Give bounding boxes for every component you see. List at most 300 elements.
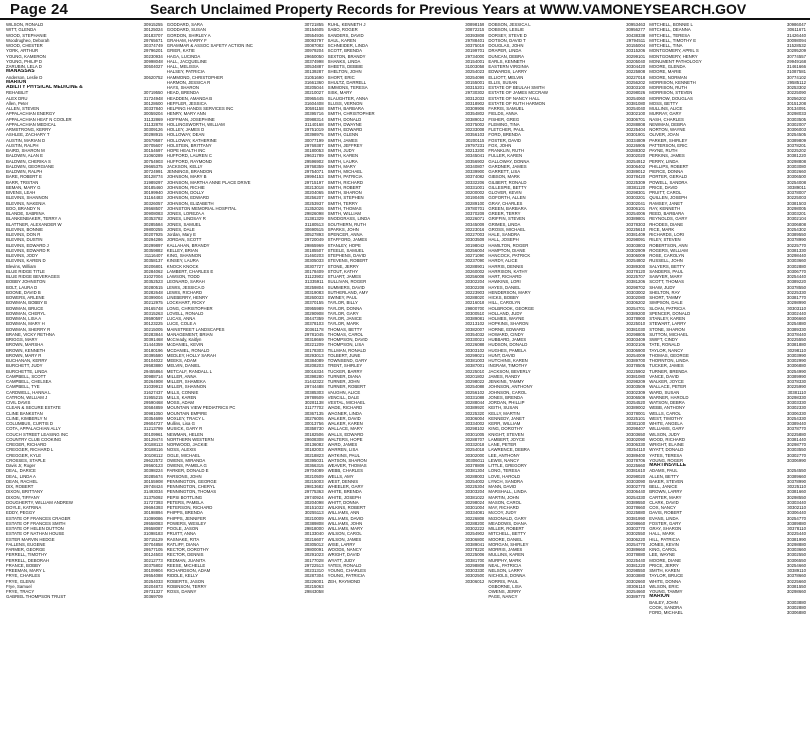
property-id: 30288020 (465, 295, 485, 300)
property-id: 30225902 (626, 368, 646, 374)
property-id: 30306011 (465, 457, 485, 463)
owner-name: FOSTER, GARY (649, 520, 682, 526)
property-id: 30180053 (304, 148, 324, 153)
property-id: 31164483 (143, 195, 163, 201)
property-id: 30381110 (787, 389, 806, 395)
property-id: 30216018 (465, 300, 485, 306)
property-id: 29585112 (787, 79, 806, 85)
property-id: 29554088 (143, 573, 163, 579)
property-id: 30303002 (626, 289, 646, 295)
owner-name: BALDWIN, RALPH (6, 169, 43, 174)
property-id: 30282648 (143, 289, 163, 295)
owner-name: STONE, JERRY (327, 263, 359, 269)
owner-name: ROGERS, WILLIAM (649, 247, 688, 253)
property-id: 30298660 (786, 589, 806, 594)
owner-name: FISHER, GREG (488, 116, 520, 122)
property-id: 29740924 (304, 494, 324, 500)
owner-name: LEONARD, SARAH (166, 279, 205, 285)
property-id: 30221209 (304, 342, 324, 348)
owner-name: MILLER, SHANNON (166, 384, 207, 390)
property-id: 29826098 (304, 211, 324, 216)
property-id: 29734000 (465, 53, 485, 59)
property-id: 30302041 (626, 200, 646, 206)
property-id: 30298102 (465, 426, 485, 432)
property-id: 30378001 (626, 410, 646, 416)
owner-name: THOMAS, BETTY (327, 326, 363, 332)
property-id: 30389660 (786, 473, 806, 479)
owner-name: SMITH, STEPHEN (327, 195, 364, 201)
property-id: 30226088 (465, 342, 485, 348)
property-id: 30298915 (143, 132, 163, 138)
owner-name: FORD, MICHAEL (649, 610, 683, 615)
owner-name: SULLIVAN, ROGER (327, 279, 367, 285)
owner-name: JENKINS, TAMMY (488, 379, 525, 384)
owner-name: MONTGOMERY, HENRY (649, 53, 698, 59)
owner-name: PARKER, SHIRLEY (649, 137, 688, 143)
owner-name: McCready, Kaitlyn (166, 337, 202, 342)
owner-name: HAYES, DANIEL (488, 284, 521, 290)
owner-name: TOLBERT, JUNE (327, 352, 361, 358)
owner-name: GABRIEL THOMPSON TRUST (6, 594, 66, 600)
owner-name: GILLESPIE, BETTY (488, 184, 527, 190)
owner-name: PETERS, PAMELA (166, 499, 204, 505)
owner-name: TATE, RONALD (649, 342, 680, 348)
owner-name: RASNAKE, RITA (166, 536, 200, 542)
property-id: 30303990 (786, 352, 806, 358)
property-id: 30331088 (465, 394, 485, 400)
owner-name: LOVE, HAROLD (488, 473, 521, 479)
owner-name: NORTON, WAYNE (649, 127, 686, 132)
owner-name: FERRELL, TIMOTHY (6, 552, 47, 558)
owner-name: ELLIOTT, MELVIN (488, 74, 524, 80)
property-id: 30318669 (304, 337, 324, 342)
owner-name: GILBERT, RONALD (488, 179, 527, 185)
owner-name: ALLEN, BETTY (649, 473, 680, 479)
owner-name: REYNOLDS, GARY (649, 216, 688, 222)
owner-name: MURPHY, MARK (488, 557, 522, 563)
property-id: 30306900 (626, 347, 646, 353)
property-id: 30155004 (626, 43, 646, 48)
property-id: 30133040 (304, 531, 324, 537)
owner-name: BARR, TRISTAN (6, 179, 39, 185)
property-id: 30254110 (626, 447, 646, 453)
owner-name: WAGNER, LINDA (327, 410, 362, 416)
owner-name: HEFFLER, JESSICA (166, 100, 207, 106)
owner-name: NEWMAN, DEBRA (649, 121, 686, 127)
property-id: 30306220 (626, 536, 646, 542)
owner-name: STANLEY, KAREN (649, 316, 686, 321)
owner-name: JOHNSON, ELIZABETH (166, 200, 214, 206)
owner-name: HENRY, MARY ANN (166, 111, 206, 117)
property-id: 30225770 (786, 242, 806, 248)
owner-name: WOOD, RICHARD (649, 436, 685, 442)
property-id: 30306012 (465, 578, 485, 584)
owner-name: MASON, CAROL (488, 499, 522, 505)
owner-name: PHILLIPS, ROBERT (649, 163, 689, 169)
owner-name: SMITH, EDWARD (327, 127, 363, 132)
owner-name: JACKSON, BEVERLY (488, 368, 531, 374)
property-id: 30254802 (626, 258, 646, 264)
owner-name: ADAMS, PAUL (649, 468, 678, 474)
owner-name: HOPKINS, SHARON (488, 321, 529, 327)
page-header (0, 0, 810, 20)
owner-name: TAYLOR, JANICE (327, 316, 362, 321)
property-id: 30393808 (465, 32, 485, 38)
property-id: 30225660 (786, 578, 806, 584)
property-id: 30334081 (465, 510, 485, 516)
owner-name: BUCHANAN, KERRY (6, 358, 48, 363)
property-id: 30303509 (626, 384, 646, 390)
property-id: 30134091 (786, 106, 806, 111)
owner-name: ESTATE OF FRANCES CRAGER (6, 515, 71, 521)
property-id: 30579587 (143, 137, 163, 143)
property-id: 30225404 (626, 127, 646, 132)
property-id: 30306004 (465, 415, 485, 421)
owner-name: DORSEY, STEVE D (488, 32, 527, 38)
property-id: 30210009 (304, 515, 324, 521)
owner-name: HUBBARD, JAMES (488, 337, 527, 342)
owner-name: WALLS, EDWARD (327, 431, 364, 437)
owner-name: WHITE, DONNA (649, 578, 681, 584)
owner-name: TOWNSEND, GARY (327, 358, 368, 363)
property-id: 30128774 (143, 174, 163, 180)
owner-name: WILKINS, ROBERT (327, 505, 366, 510)
property-id: 30213200 (465, 148, 485, 153)
owner-name: WHITE, BRENDA (327, 489, 362, 495)
property-id: 31955215 (143, 394, 163, 400)
property-id: 30093797 (304, 37, 324, 43)
property-id: 30155001 (465, 79, 485, 85)
property-id: 30389440 (786, 421, 806, 426)
owner-name: PARKER, DONALD E (166, 468, 209, 474)
property-id: 31604408 (304, 100, 324, 106)
property-id: 30298550 (626, 568, 646, 573)
property-id: 30154001 (465, 58, 485, 64)
property-id: 31724948 (143, 95, 163, 101)
property-id: 30254060 (626, 95, 646, 101)
property-id: 29794511 (626, 37, 646, 43)
property-id: 30225090 (786, 90, 806, 96)
property-id: 30303102 (465, 347, 485, 353)
owner-name: SMITH, WILLIAM (327, 211, 362, 216)
property-id: 30254520 (626, 400, 646, 405)
owner-name: YOUNG, PATRICIA (327, 573, 365, 579)
property-id: 30369709 (143, 594, 163, 600)
owner-name: REDMAN, JUANITA (166, 557, 206, 563)
owner-name: PATTERSON, ERIC (649, 142, 688, 148)
owner-name: BARE, ROBERT E (6, 174, 42, 180)
owner-name: FOSTER, DAVID (488, 137, 522, 143)
owner-name: HALSEY, PATRICIA (166, 69, 205, 75)
owner-name: WILLIAMS, DAVID (327, 515, 364, 521)
owner-name: HUTCHINS, KAREN (488, 358, 528, 363)
owner-name: FARMER, GEORGE (6, 547, 46, 552)
owner-name: BLEVINS, DUSTIN (6, 237, 43, 243)
owner-name: CREGGER, RICHARD L (6, 447, 54, 453)
owner-name: MOORE, DIANE (649, 557, 681, 563)
property-id: 29796201 (143, 48, 163, 54)
property-id: 30226808 (465, 515, 485, 521)
owner-name: WELLS, CAROL (649, 410, 681, 416)
owner-name: LAMBERT, CHARLES E (166, 268, 214, 274)
owner-name: KINSEY, LAURA (166, 258, 199, 264)
property-id: 30213018 (304, 184, 324, 190)
property-id: 30264908 (143, 379, 163, 384)
owner-name: THOMPSON, LISA (327, 342, 365, 348)
property-id: 30298660 (626, 520, 646, 526)
owner-name: GRAY, CHARLES (488, 200, 523, 206)
property-id: 31140168 (304, 121, 324, 127)
property-id: 29843058 (304, 589, 324, 594)
property-id: 30178303 (304, 347, 324, 353)
owner-name: AUSTIN, RALPH (6, 142, 39, 148)
property-id: 30254009 (626, 352, 646, 358)
owner-name: GODDARD, SARA (166, 22, 203, 27)
owner-name: THOMAS, GEORGE (649, 352, 689, 358)
property-id: 30087082 (304, 43, 324, 48)
owner-name: MARION (6, 79, 27, 85)
owner-name: SPENCER, ANNA (327, 232, 363, 237)
owner-name: DIXON, TIFFANY (6, 494, 40, 500)
property-id: 30303880 (786, 599, 806, 605)
owner-name: GROSS, MICHAEL (488, 226, 526, 232)
owner-name: MOORE, MARIE (649, 69, 682, 75)
property-id: 30389110 (787, 568, 806, 573)
owner-name: BEMAN, MARY G (6, 184, 41, 190)
property-id: 30378660 (626, 505, 646, 510)
owner-name: CLARK, DAVID (649, 499, 679, 505)
property-id: 30210027 (304, 90, 324, 96)
owner-name: VENCILL, DALE (327, 394, 360, 400)
property-id: 30225707 (626, 274, 646, 279)
property-id: 29994153 (304, 174, 324, 180)
property-id: 30389081 (465, 316, 485, 321)
property-id: 30389660 (626, 547, 646, 552)
owner-name: ZARUBIN, LELA D (6, 64, 42, 69)
property-id: 30225010 (626, 321, 646, 327)
property-id: 30303650 (626, 431, 646, 437)
property-id: 30104022 (143, 358, 163, 363)
owner-name: DOUGHERTY, WILLIAM ANDREW (6, 499, 73, 505)
property-id: 30378110 (787, 526, 806, 531)
owner-name: REESE, MICHELLE (166, 562, 206, 568)
owner-name: MOORE, DANIEL (488, 536, 523, 542)
property-id: 30381990 (786, 536, 806, 542)
property-id: 30098094 (786, 37, 806, 43)
owner-name: JOHNSON, MARTHA ANNE PLACE DRIVE (166, 179, 251, 185)
owner-name: YOUNG, TAMMY (649, 589, 683, 594)
property-id: 31335911 (304, 279, 324, 285)
owner-name: DEAL, DARICE (6, 468, 36, 474)
owner-name: OWENS, MIRANDA (166, 457, 206, 463)
owner-name: SMITH, DONALD (327, 116, 362, 122)
property-id: 30438338 (626, 32, 646, 38)
owner-name: RUHL, KENNETH J (327, 22, 366, 27)
property-id: 30256202 (626, 79, 646, 85)
property-id: 30254440 (786, 274, 806, 279)
owner-name: QUILLEN, JOSEPH (649, 195, 688, 201)
owner-name: PHIPPS, BRENDA (166, 510, 203, 516)
property-id: 30309126 (143, 127, 163, 132)
owner-name: FRYE, TRACY (6, 589, 35, 594)
property-id: 30298209 (626, 379, 646, 384)
property-id: 30398975 (304, 132, 324, 138)
property-id: 30227003 (465, 232, 485, 237)
property-id: 29813682 (304, 484, 324, 489)
property-id: 30306500 (786, 174, 806, 180)
property-id: 30315206 (626, 48, 646, 54)
property-id: 30254023 (465, 69, 485, 75)
owner-name: NORWOOD, JACKIE (166, 442, 208, 447)
owner-name: EDWARDS, LARRY (488, 69, 527, 75)
property-id: 30260002 (465, 268, 485, 274)
property-id: 30289100 (465, 200, 485, 206)
property-id: 30254330 (786, 415, 806, 421)
property-id: 30225101 (626, 415, 646, 421)
owner-name: DAVIS, ROBERT (649, 510, 682, 516)
property-id: 30210509 (304, 473, 324, 479)
owner-name: TAYLOR, NANCY (649, 347, 684, 353)
property-id: 30256004 (465, 247, 485, 253)
owner-name: KENNEDY, JANET (488, 415, 525, 421)
property-id: 30254770 (626, 541, 646, 547)
property-id: 30306660 (786, 316, 806, 321)
property-id: 30303505 (786, 116, 806, 122)
owner-name: JENNINGS, BRANDON (166, 169, 213, 174)
property-id: 30123225 (143, 321, 163, 327)
property-id: 30151208 (786, 100, 806, 106)
owner-name: BOWMAN, SHERRY R (6, 326, 51, 332)
property-id: 30233008 (465, 127, 485, 132)
property-id: 31039913 (143, 384, 163, 390)
page-number: Page 24 (10, 1, 69, 18)
property-id: 30253937 (304, 200, 324, 206)
property-id: 31381329 (304, 216, 324, 222)
owner-name: HALE, SANDRA (488, 232, 520, 237)
owner-name: STEELE, SAMUEL (327, 247, 365, 253)
property-id: 30254008 (786, 179, 806, 185)
owner-name: PARSONS, JOHN (166, 473, 202, 479)
property-id: 30206801 (143, 263, 163, 269)
property-id: 30381330 (786, 247, 806, 253)
owner-name: LEWIS, RICHARD (166, 289, 203, 295)
owner-name: LEE, WAYNE (649, 552, 675, 558)
property-id: 30345009 (465, 221, 485, 227)
owner-name: PRICE, JERRY (649, 562, 679, 568)
owner-name: METCALF, RANDALL L (166, 368, 213, 374)
property-id: 30354699 (143, 415, 163, 421)
property-id: 30108112 (143, 452, 163, 458)
property-id: 31213799 (143, 426, 163, 432)
property-id: 30237090 (465, 258, 485, 264)
owner-name: HOLMES, WAYNE (488, 316, 525, 321)
owner-name: Frye, Samuel (6, 583, 32, 589)
owner-name: LAMBERT, JOYCE (488, 436, 525, 442)
property-id: 29765671 (143, 37, 163, 43)
property-id: 30288901 (465, 263, 485, 269)
owner-name: GODDARD, SUSAN (166, 27, 206, 33)
owner-name: MAY, RICHARD (488, 505, 519, 510)
owner-name: JONES, LOREZA A (166, 211, 205, 216)
owner-name: LUCE, COLE A (166, 321, 197, 327)
property-id: 31460203 (304, 253, 324, 258)
property-id: 30136082 (304, 442, 324, 447)
owner-name: TURNER, ROBERT (327, 384, 366, 390)
owner-name: FERRELL, DEBORAH (6, 557, 49, 563)
property-id: 30302550 (786, 552, 806, 558)
property-id: 30361178 (304, 326, 324, 332)
owner-name: SABO, ROGER (327, 27, 358, 33)
property-id: 30306440 (786, 510, 806, 516)
owner-name: PRUITT, CAROL (649, 190, 682, 195)
owner-name: TURNER, DIANA (327, 373, 362, 379)
owner-name: SANDERS, DAVID (327, 32, 364, 38)
owner-name: BOLT, LAURA D (6, 284, 38, 290)
owner-name: KALLAHAN, BRANDY (166, 242, 210, 248)
property-id: 30306202 (626, 300, 646, 306)
property-id: 30288808 (626, 121, 646, 127)
property-id: 30303330 (786, 400, 806, 405)
owner-name: CLEAN & SECURE ESTATE (6, 405, 61, 411)
owner-name: MITCHELL, TERESA (649, 32, 690, 38)
owner-name: GIBSON, MARK (488, 174, 520, 180)
owner-name: MOSS, ADAM (166, 400, 195, 405)
owner-name: BLEVINS, EDWARD R (6, 247, 50, 253)
property-id: 31098183 (143, 531, 163, 537)
owner-name: WARREN, LISA (327, 447, 359, 453)
property-id: 30124503 (143, 552, 163, 558)
property-id: 30375802 (143, 562, 163, 568)
owner-name: CAMPBELL, SCOTT (6, 373, 46, 379)
owner-name: MILLS, CONNIE (166, 389, 199, 395)
owner-name: WILLIAMS, GARY (649, 426, 685, 432)
owner-name: JOHNSON, RICHIE (166, 184, 205, 190)
property-id: 30304420 (626, 64, 646, 69)
property-id: 30254902 (465, 531, 485, 537)
property-id: 30389012 (626, 169, 646, 174)
property-id: 30298022 (465, 379, 485, 384)
owner-name: RICHARDS, LORI (649, 232, 685, 237)
property-id: 30225660 (626, 463, 646, 468)
property-id: 30332018 (465, 442, 485, 447)
property-id: 30154697 (143, 148, 163, 153)
property-id: 30190405 (465, 195, 485, 201)
owner-name: NASH, CHARLES (649, 116, 684, 122)
property-id: 30381409 (626, 232, 646, 237)
property-id: 30254701 (626, 305, 646, 311)
owner-name: WILLIAMS, MARY (327, 526, 363, 531)
property-id: 30185460 (143, 184, 163, 190)
owner-name: COTA, APPALACHIAN ALLY (6, 426, 61, 432)
owner-name: LOVELL, RONALD (166, 310, 204, 316)
property-id: 30302007 (786, 121, 806, 127)
owner-name: SMITH, JEFFREY (327, 142, 363, 148)
property-id: 30389770 (626, 594, 646, 600)
owner-name: BELL, JANICE (649, 484, 678, 489)
owner-name: FRANKLIN, RUTH (488, 148, 524, 153)
property-id: 29604727 (143, 421, 163, 426)
owner-name: BALDWIN, GEORGIANE (6, 163, 54, 169)
owner-name: LITTLE, GREGORY (488, 463, 527, 468)
owner-name: LUCAS, ANNA (166, 316, 196, 321)
owner-name: MURRAY, GARY (649, 111, 682, 117)
owner-name: MITCHELL, TINA (649, 43, 683, 48)
owner-name: JAMES, RANDY (488, 373, 521, 379)
property-id: 30285584 (143, 221, 163, 227)
property-id: 29608308 (304, 436, 324, 442)
property-id: 31132878 (143, 121, 163, 127)
owner-name: JONES, BRENDA (488, 394, 524, 400)
